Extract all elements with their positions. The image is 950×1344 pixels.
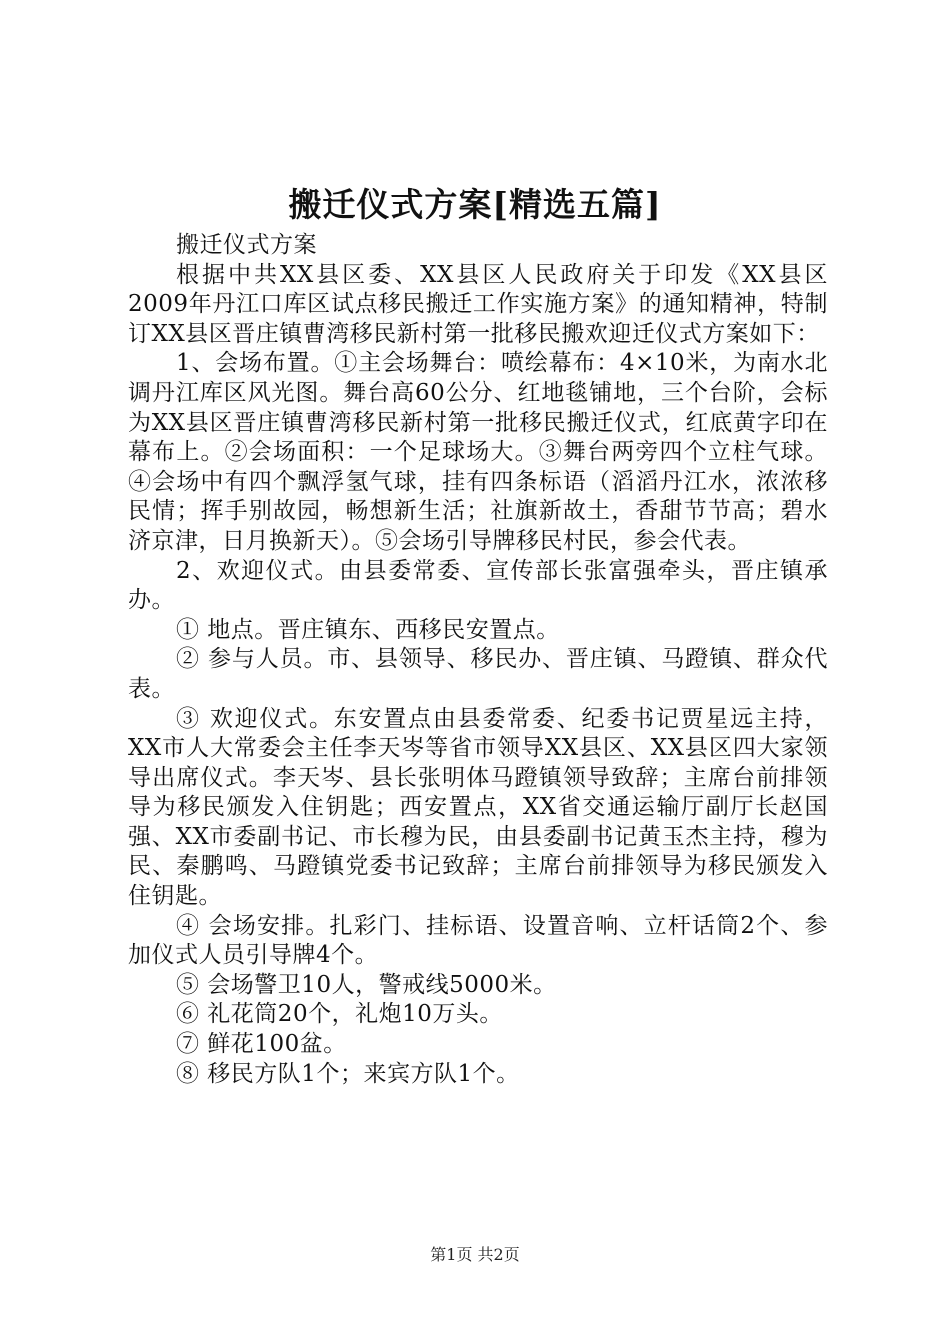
paragraph-intro: 根据中共XX县区委、XX县区人民政府关于印发《XX县区2009年丹江口库区试点移民搬迁工作实施方案》的通知精神，特制订XX县区晋庄镇曹湾移民新村第一批移民搬欢迎迁仪式方案如下： xyxy=(128,261,828,347)
paragraph-fireworks: ⑥ 礼花筒20个，礼炮10万头。 xyxy=(176,1001,503,1028)
paragraph-welcome-ceremony: 2、欢迎仪式。由县委常委、宣传部长张富强牵头，晋庄镇承办。 xyxy=(128,557,828,614)
paragraph-venue-layout: 1、会场布置。①主会场舞台：喷绘幕布：4×10米，为南水北调丹江库区风光图。舞台高60公分、红地毯铺地，三个台阶，会标为XX县区晋庄镇曹湾移民新村第一批移民搬迁仪式，红底黄字印在幕布上。②会场面积：一个足球场大。③舞台两旁四个立柱气球。④会场中有四个飘浮氢气球，挂有四条标语（滔滔丹江水，浓浓移民情；挥手别故园，畅想新生活；社旗新故土，香甜节节高；碧水济京津，日月换新天）。⑤会场引导牌移民村民，参会代表。 xyxy=(128,350,828,554)
paragraph-formations: ⑧ 移民方队1个；来宾方队1个。 xyxy=(176,1060,520,1087)
paragraph-subtitle: 搬迁仪式方案 xyxy=(176,232,317,258)
document-title: 搬迁仪式方案[精选五篇] xyxy=(288,185,662,224)
paragraph-security: ⑤ 会场警卫10人，警戒线5000米。 xyxy=(176,971,557,998)
document-body xyxy=(128,231,828,1089)
page-footer: 第1页 共2页 xyxy=(430,1245,520,1264)
paragraph-location: ① 地点。晋庄镇东、西移民安置点。 xyxy=(176,616,560,643)
paragraph-ceremony-details: ③ 欢迎仪式。东安置点由县委常委、纪委书记贾星远主持，XX市人大常委会主任李天岑等省市领导XX县区、XX县区四大家领导出席仪式。李天岑、县长张明体马蹬镇领导致辞；主席台前排领导为移民颁发入住钥匙；西安置点，XX省交通运输厅副厅长赵国强、XX市委副书记、市长穆为民，由县委副书记黄玉杰主持，穆为民、秦鹏鸣、马蹬镇党委书记致辞；主席台前排领导为移民颁发入住钥匙。 xyxy=(128,705,828,910)
paragraph-participants: ② 参与人员。市、县领导、移民办、晋庄镇、马蹬镇、群众代表。 xyxy=(128,646,828,702)
paragraph-venue-arrangement: ④ 会场安排。扎彩门、挂标语、设置音响、立杆话筒2个、参加仪式人员引导牌4个。 xyxy=(128,912,828,969)
paragraph-flowers: ⑦ 鲜花100盆。 xyxy=(176,1031,347,1058)
